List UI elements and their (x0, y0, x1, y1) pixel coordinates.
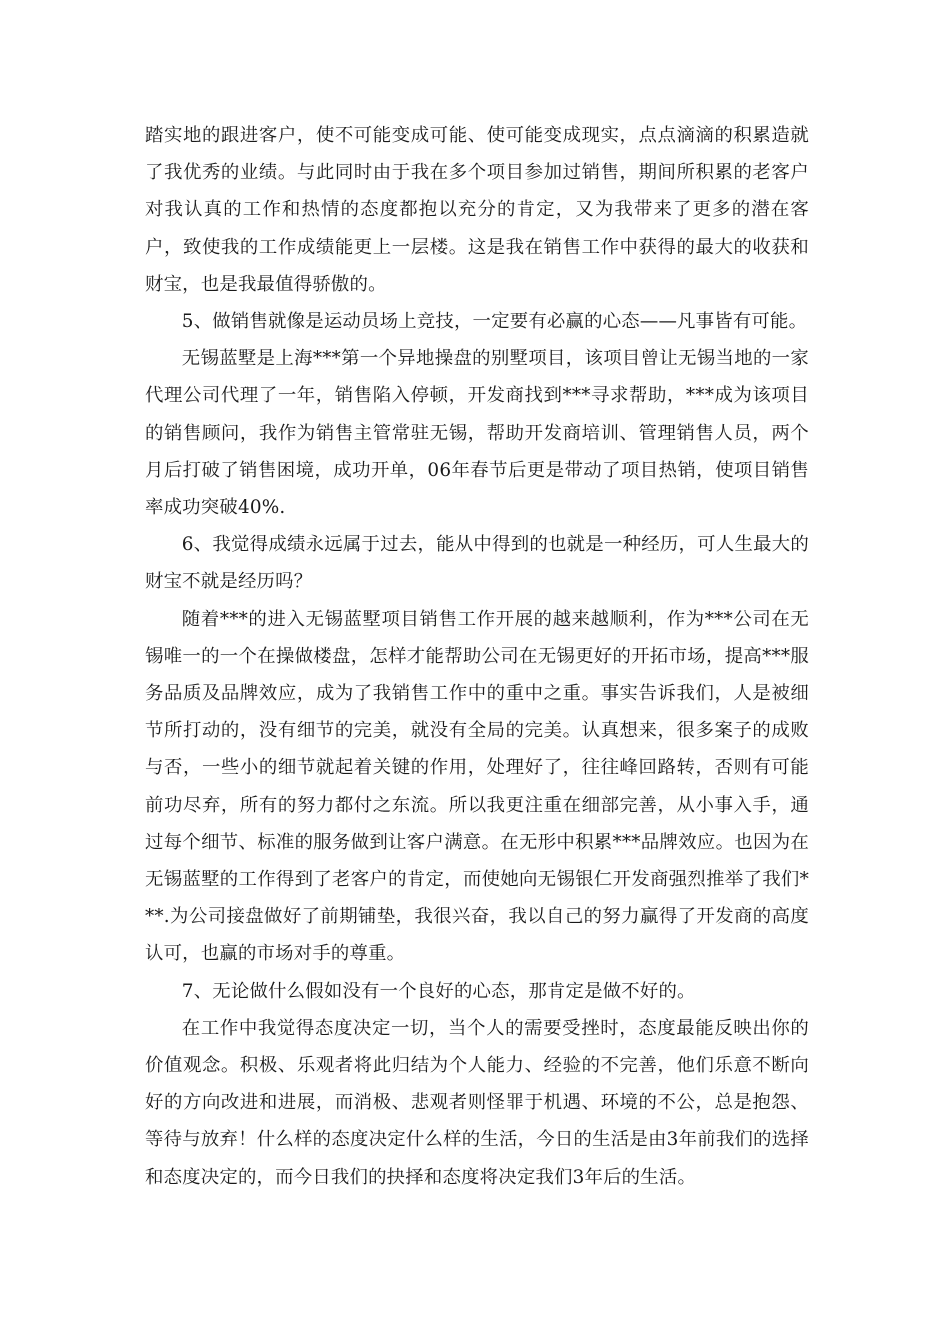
paragraph-wuxi-lanshu-project: 无锡蓝墅是上海***第一个异地操盘的别墅项目，该项目曾让无锡当地的一家代理公司代理了一年，销售陷入停顿，开发商找到***寻求帮助，***成为该项目的销售顾问，我作为销售主管常驻无锡，帮助开发商培训、管理销售人员，两个月后打破了销售困境，成功开单，06年春节后更是带动了项目热销，使项目销售率成功突破40%. (145, 348, 809, 519)
document-body (145, 117, 809, 1196)
paragraph-point-7-heading: 7、无论做什么假如没有一个良好的心态，那肯定是做不好的。 (181, 980, 696, 1002)
paragraph-point-5-heading: 5、做销售就像是运动员场上竞技，一定要有必赢的心态——凡事皆有可能。 (181, 311, 808, 333)
paragraph-attitude: 在工作中我觉得态度决定一切，当个人的需要受挫时，态度最能反映出你的价值观念。积极、乐观者将此归结为个人能力、经验的不完善，他们乐意不断向好的方向改进和进展，而消极、悲观者则怪罪于机遇、环境的不公，总是抱怨、等待与放弃！什么样的态度决定什么样的生活，今日的生活是由3年前我们的选择和态度决定的，而今日我们的抉择和态度将决定我们3年后的生活。 (145, 1017, 809, 1188)
paragraph-details-matter: 随着***的进入无锡蓝墅项目销售工作开展的越来越顺利，作为***公司在无锡唯一的一个在操做楼盘，怎样才能帮助公司在无锡更好的开拓市场，提高***服务品质及品牌效应，成为了我销售工作中的重中之重。事实告诉我们，人是被细节所打动的，没有细节的完美，就没有全局的完美。认真想来，很多案子的成败与否，一些小的细节就起着关键的作用，处理好了，往往峰回路转，否则有可能前功尽弃，所有的努力都付之东流。所以我更注重在细部完善，从小事入手，通过每个细节、标准的服务做到让客户满意。在无形中积累***品牌效应。也因为在无锡蓝墅的工作得到了老客户的肯定，而使她向无锡银仁开发商强烈推举了我们***.为公司接盘做好了前期铺垫，我很兴奋，我以自己的努力赢得了开发商的高度认可，也赢的市场对手的尊重。 (145, 608, 809, 965)
paragraph-point-6-heading: 6、我觉得成绩永远属于过去，能从中得到的也就是一种经历，可人生最大的财宝不就是经历吗？ (145, 534, 809, 593)
paragraph-continuation: 踏实地的跟进客户，使不可能变成可能、使可能变成现实，点点滴滴的积累造就了我优秀的业绩。与此同时由于我在多个项目参加过销售，期间所积累的老客户对我认真的工作和热情的态度都抱以充分的肯定，又为我带来了更多的潜在客户，致使我的工作成绩能更上一层楼。这是我在销售工作中获得的最大的收获和财宝，也是我最值得骄傲的。 (145, 125, 809, 295)
